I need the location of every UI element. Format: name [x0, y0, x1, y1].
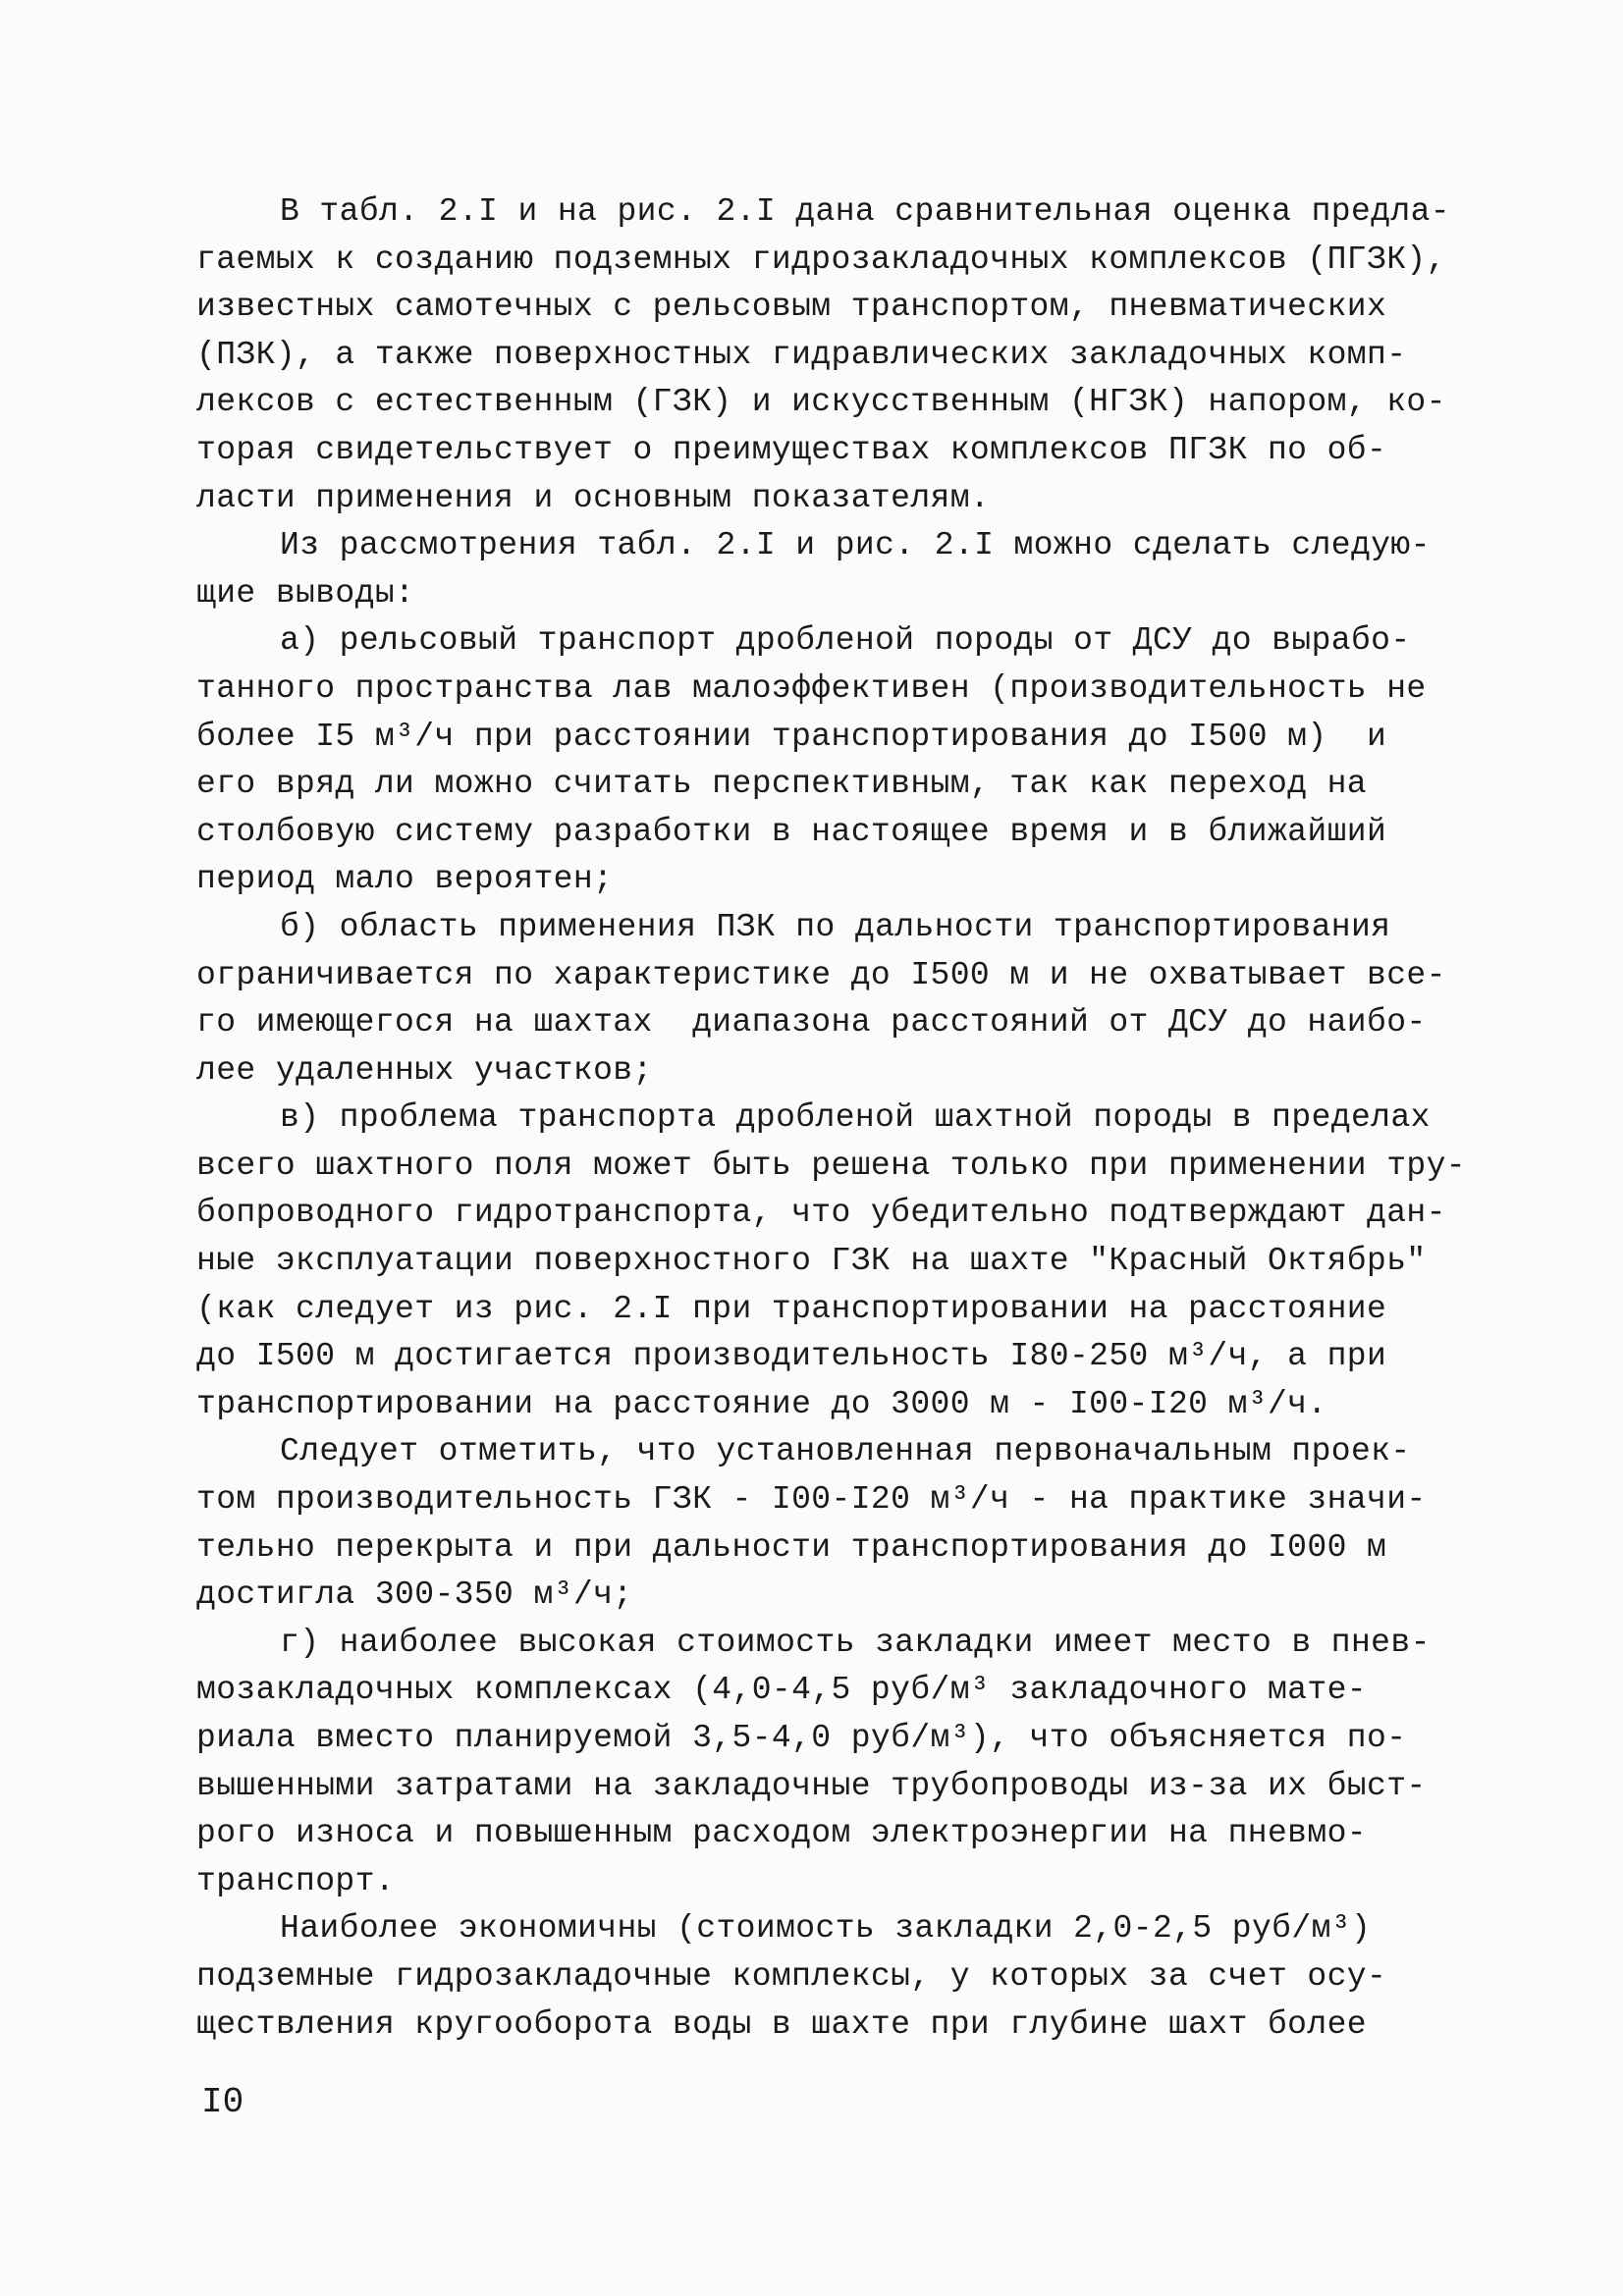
text-line: щие выводы:: [196, 574, 415, 612]
text-line: вышенными затратами на закладочные трубопроводы из-за их быст-: [196, 1767, 1427, 1804]
text-line: транспорт.: [196, 1862, 396, 1899]
text-line: всего шахтного поля может быть решена только при применении тру-: [196, 1147, 1467, 1184]
text-line: ласти применения и основным показателям.: [196, 479, 991, 516]
text-line: транспортировании на расстояние до 3000 м - I00-I20 м³/ч.: [196, 1385, 1327, 1422]
text-line: период мало вероятен;: [196, 861, 614, 898]
text-line: его вряд ли можно считать перспективным, так как переход на: [196, 766, 1367, 803]
text-line: В табл. 2.I и на рис. 2.I дана сравнительная оценка предла-: [280, 193, 1450, 230]
text-line: а) рельсовый транспорт дробленой породы от ДСУ до вырабо-: [280, 622, 1411, 660]
body-text: [196, 188, 1492, 2049]
text-line: б) область применения ПЗК по дальности транспортирования: [280, 908, 1391, 945]
text-line: известных самотечных с рельсовым транспортом, пневматических: [196, 289, 1387, 326]
text-line: до I500 м достигается производительность I80-250 м³/ч, а при: [196, 1338, 1387, 1375]
text-line: ные эксплуатации поверхностного ГЗК на шахте "Красный Октябрь": [196, 1243, 1427, 1280]
text-line: Наиболее экономичны (стоимость закладки 2,0-2,5 руб/м³): [280, 1910, 1372, 1948]
page-number: I0: [201, 2082, 244, 2122]
text-line: лее удаленных участков;: [196, 1051, 653, 1089]
text-line: го имеющегося на шахтах диапазона расстояний от ДСУ до наибо-: [196, 1004, 1427, 1041]
text-line: ществления кругооборота воды в шахте при глубине шахт более: [196, 2005, 1367, 2043]
text-line: в) проблема транспорта дробленой шахтной породы в пределах: [280, 1099, 1431, 1137]
text-line: тельно перекрыта и при дальности транспортирования до I000 м: [196, 1528, 1387, 1566]
text-line: ограничивается по характеристике до I500 м и не охватывает все-: [196, 956, 1446, 993]
text-line: гаемых к созданию подземных гидрозакладочных комплексов (ПГЗК),: [196, 240, 1446, 278]
text-line: Из рассмотрения табл. 2.I и рис. 2.I можно сделать следую-: [280, 527, 1431, 564]
text-line: том производительность ГЗК - I00-I20 м³/ч - на практике значи-: [196, 1481, 1427, 1519]
text-line: столбовую систему разработки в настоящее время и в ближайший: [196, 813, 1387, 850]
text-line: подземные гидрозакладочные комплексы, у которых за счет осу-: [196, 1957, 1387, 1995]
text-line: г) наиболее высокая стоимость закладки имеет место в пнев-: [280, 1624, 1431, 1661]
text-line: более I5 м³/ч при расстоянии транспортирования до I500 м) и: [196, 718, 1387, 755]
text-line: риала вместо планируемой 3,5-4,0 руб/м³), что объясняется по-: [196, 1720, 1407, 1756]
text-line: достигла 300-350 м³/ч;: [196, 1576, 633, 1614]
text-line: мозакладочных комплексах (4,0-4,5 руб/м³ закладочного мате-: [196, 1672, 1367, 1709]
text-line: рого износа и повышенным расходом электроэнергии на пневмо-: [196, 1815, 1367, 1852]
text-line: бопроводного гидротранспорта, что убедительно подтверждают дан-: [196, 1195, 1446, 1232]
text-line: (ПЗК), а также поверхностных гидравлических закладочных комп-: [196, 336, 1407, 373]
text-line: Следует отметить, что установленная первоначальным проек-: [280, 1433, 1411, 1470]
text-line: танного пространства лав малоэффективен (производительность не: [196, 669, 1427, 707]
text-line: (как следует из рис. 2.I при транспортировании на расстояние: [196, 1290, 1387, 1327]
text-line: торая свидетельствует о преимуществах комплексов ПГЗК по об-: [196, 431, 1387, 468]
text-line: лексов с естественным (ГЗК) и искусственным (НГЗК) напором, ко-: [196, 384, 1446, 421]
